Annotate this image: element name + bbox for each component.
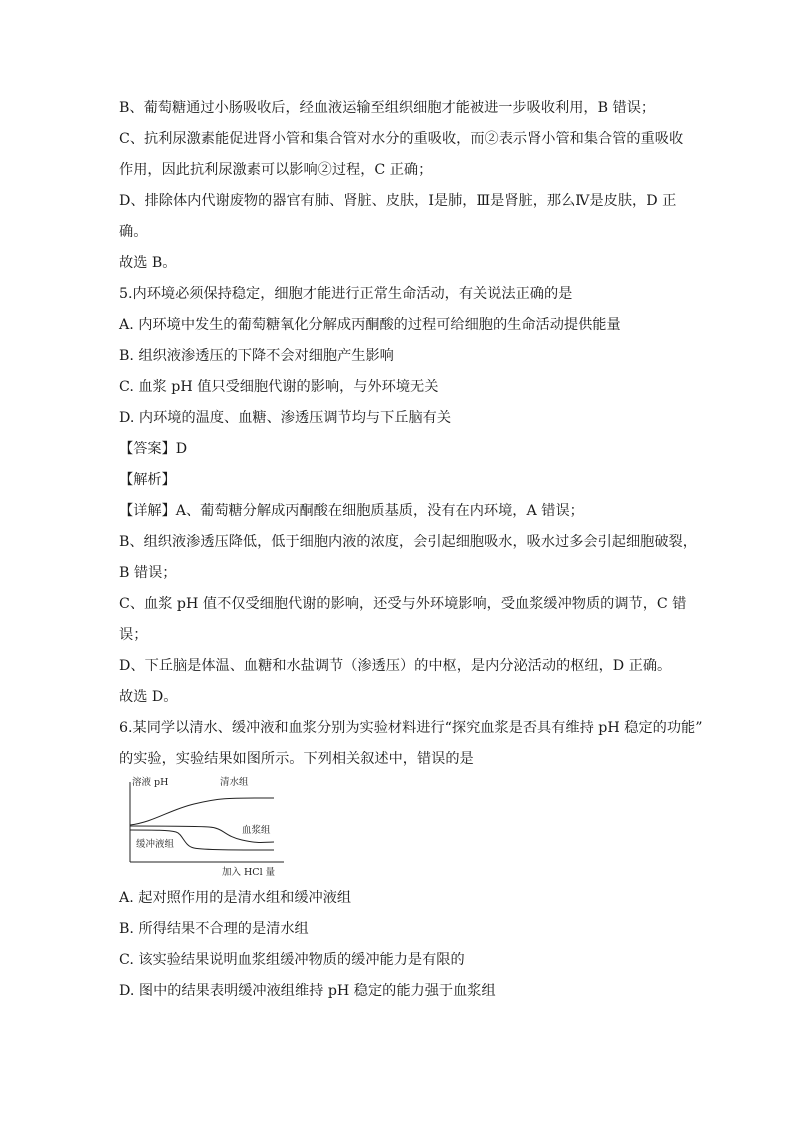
text-line: 误； xyxy=(119,627,148,643)
text-line: D、排除体内代谢废物的器官有肺、肾脏、皮肤，Ⅰ是肺，Ⅲ是肾脏，那么Ⅳ是皮肤，D 正 xyxy=(119,193,677,209)
x-axis-label: 加入 HCl 量 xyxy=(222,867,276,878)
text-line: B、组织液渗透压降低，低于细胞内液的浓度，会引起细胞吸水，吸水过多会引起细胞破裂， xyxy=(119,534,697,550)
question-6-option-b: B. 所得结果不合理的是清水组 xyxy=(119,921,309,937)
text-line: B 错误； xyxy=(119,565,177,581)
question-5-option-d: D. 内环境的温度、血糖、渗透压调节均与下丘脑有关 xyxy=(119,410,452,426)
ph-figure xyxy=(124,777,294,880)
question-5-option-a: A. 内环境中发生的葡萄糖氧化分解成丙酮酸的过程可给细胞的生命活动提供能量 xyxy=(119,317,621,333)
question-6-option-a: A. 起对照作用的是清水组和缓冲液组 xyxy=(119,890,352,906)
text-line: 故选 D。 xyxy=(119,689,178,705)
y-axis-label: 溶液 pH xyxy=(132,777,169,788)
water-series-label: 清水组 xyxy=(220,777,249,788)
question-5-option-b: B. 组织液渗透压的下降不会对细胞产生影响 xyxy=(119,348,394,364)
buffer-series-label: 缓冲液组 xyxy=(136,839,175,850)
question-6-stem: 6.某同学以清水、缓冲液和血浆分别为实验材料进行“探究血浆是否具有维持 pH 稳定的功能” xyxy=(119,720,703,736)
answer-label: 【答案】D xyxy=(119,441,188,457)
document-page xyxy=(119,98,703,1012)
question-6-stem: 的实验，实验结果如图所示。下列相关叙述中，错误的是 xyxy=(119,751,474,767)
water-curve xyxy=(130,798,274,825)
question-6-option-c: C. 该实验结果说明血浆组缓冲物质的缓冲能力是有限的 xyxy=(119,952,465,968)
plasma-series-label: 血浆组 xyxy=(242,825,271,836)
text-line: C、血浆 pH 值不仅受细胞代谢的影响，还受与外环境影响，受血浆缓冲物质的调节，C 错 xyxy=(119,596,687,612)
text-line: D、下丘脑是体温、血糖和水盐调节（渗透压）的中枢，是内分泌活动的枢纽，D 正确。 xyxy=(119,658,672,674)
text-line: 故选 B。 xyxy=(119,255,177,271)
question-5-stem: 5.内环境必须保持稳定，细胞才能进行正常生命活动，有关说法正确的是 xyxy=(119,286,573,302)
text-line: 【详解】A、葡萄糖分解成丙酮酸在细胞质基质，没有在内环境，A 错误； xyxy=(119,503,584,519)
text-line: 确。 xyxy=(119,224,148,240)
text-line: 作用，因此抗利尿激素可以影响②过程，C 正确； xyxy=(119,162,433,178)
question-6-option-d: D. 图中的结果表明缓冲液组维持 pH 稳定的能力强于血浆组 xyxy=(119,983,496,999)
text-line: B、葡萄糖通过小肠吸收后，经血液运输至组织细胞才能被进一步吸收利用，B 错误； xyxy=(119,100,656,116)
analysis-label: 【解析】 xyxy=(119,472,176,488)
question-5-option-c: C. 血浆 pH 值只受细胞代谢的影响，与外环境无关 xyxy=(119,379,439,395)
text-line: C、抗利尿激素能促进肾小管和集合管对水分的重吸收，而②表示肾小管和集合管的重吸收 xyxy=(119,131,684,147)
